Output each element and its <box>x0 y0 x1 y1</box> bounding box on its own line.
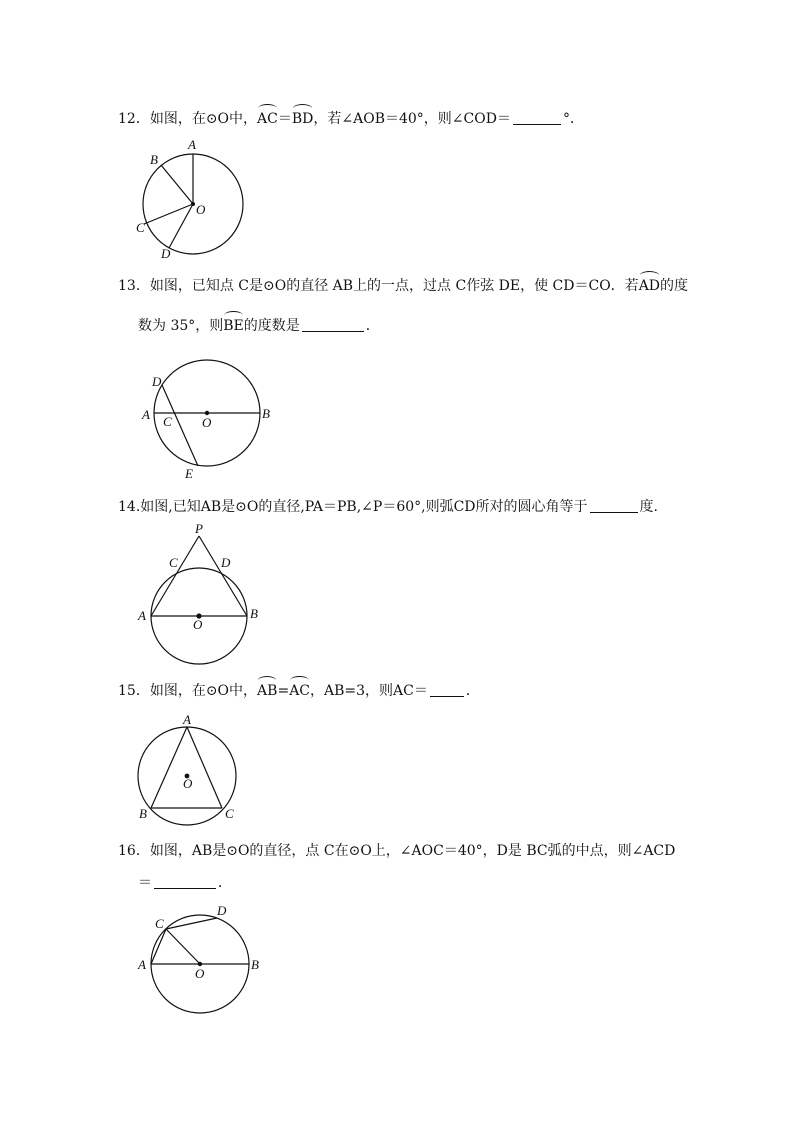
question-text-part: °． <box>562 111 584 127</box>
arc-bd: BD <box>291 111 314 127</box>
question-text-part: ，AB=3，则AC＝ <box>310 683 428 699</box>
arc-ab: AB <box>257 683 278 699</box>
label-e: E <box>185 466 193 481</box>
question-number: 14. <box>118 499 141 515</box>
label-a: A <box>138 608 146 623</box>
question-number: 15． <box>118 683 150 699</box>
segment-od <box>169 204 193 248</box>
label-d: D <box>161 246 171 261</box>
label-d: D <box>221 555 231 570</box>
segment-oc <box>144 204 193 224</box>
question-text-part: 如图，AB是⊙O的直径，点 C在⊙O上，∠AOC＝40°，D是 BC弧的中点，则∠ACD <box>149 843 676 859</box>
question-12-text <box>118 109 584 129</box>
label-b: B <box>262 406 270 421</box>
question-number: 12． <box>118 111 150 127</box>
question-text-part: ，若∠AOB＝40°，则∠COD＝ <box>313 111 511 127</box>
figure-q13 <box>140 356 280 486</box>
segment-ac <box>187 727 222 808</box>
label-b: B <box>139 806 147 821</box>
segment-oc <box>166 929 200 964</box>
center-point <box>191 202 195 206</box>
arc-ad: AD <box>638 278 661 294</box>
segment-ab <box>151 727 187 808</box>
label-a: A <box>183 712 191 727</box>
question-text-part: 如图，在⊙O中， <box>149 111 258 127</box>
question-text-part: 如图，已知点 C是⊙O的直径 AB上的一点，过点 C作弦 DE，使 CD＝CO．若 <box>149 278 639 294</box>
answer-blank[interactable] <box>302 317 364 332</box>
question-13-text-line1 <box>118 276 688 296</box>
segment-ac <box>151 929 166 964</box>
question-13-text-line2 <box>138 316 380 336</box>
question-text-part: 如图，在⊙O中， <box>149 683 258 699</box>
label-o: O <box>183 776 193 791</box>
question-text-part: ． <box>218 875 232 891</box>
label-d: D <box>217 903 227 918</box>
question-number: 13． <box>118 278 150 294</box>
question-14-text <box>118 497 658 517</box>
arc-be: BE <box>223 318 244 334</box>
question-text-part: ＝ <box>277 111 292 127</box>
label-p: P <box>195 521 203 536</box>
question-text-part: 数为 35°，则 <box>138 318 224 334</box>
figure-q12 <box>130 136 260 266</box>
answer-blank[interactable] <box>154 874 216 889</box>
question-number: 16． <box>118 843 150 859</box>
label-c: C <box>169 555 178 570</box>
label-b: B <box>251 957 259 972</box>
figure-q15 <box>132 712 252 837</box>
label-a: A <box>188 137 196 152</box>
label-a: A <box>142 407 150 422</box>
segment-ob <box>161 165 193 204</box>
segment-cd <box>166 918 217 929</box>
label-c: C <box>163 414 172 429</box>
question-16-text-line1 <box>118 841 675 861</box>
figure-q14 <box>135 520 265 670</box>
label-o: O <box>196 202 206 217</box>
label-c: C <box>155 916 164 931</box>
label-c: C <box>136 220 145 235</box>
question-text-part: ． <box>365 318 380 334</box>
label-o: O <box>195 966 205 981</box>
answer-blank[interactable] <box>430 682 464 697</box>
arc-ac: AC <box>289 683 311 699</box>
answer-blank[interactable] <box>513 110 561 125</box>
label-o: O <box>193 617 203 632</box>
question-text-part: 的度 <box>660 278 689 294</box>
label-o: O <box>202 415 212 430</box>
label-d: D <box>152 374 162 389</box>
answer-blank[interactable] <box>590 498 638 513</box>
question-text-part: 如图,已知AB是⊙O的直径,PA＝PB,∠P＝60°,则弧CD所对的圆心角等于 <box>140 499 588 515</box>
label-b: B <box>250 606 258 621</box>
label-c: C <box>225 806 234 821</box>
question-text-part: = <box>277 683 290 699</box>
label-a: A <box>138 957 146 972</box>
question-text-part: 的度数是 <box>243 318 300 334</box>
label-b: B <box>150 152 158 167</box>
arc-ac: AC <box>257 111 278 127</box>
question-16-text-line2 <box>138 873 232 893</box>
question-text-part: 度. <box>639 499 658 515</box>
question-text-part: ． <box>465 683 480 699</box>
question-text-part: ＝ <box>138 875 152 891</box>
figure-q16 <box>135 900 265 1020</box>
segment-pb <box>199 536 247 616</box>
question-15-text <box>118 681 480 701</box>
segment-pa <box>151 536 199 616</box>
